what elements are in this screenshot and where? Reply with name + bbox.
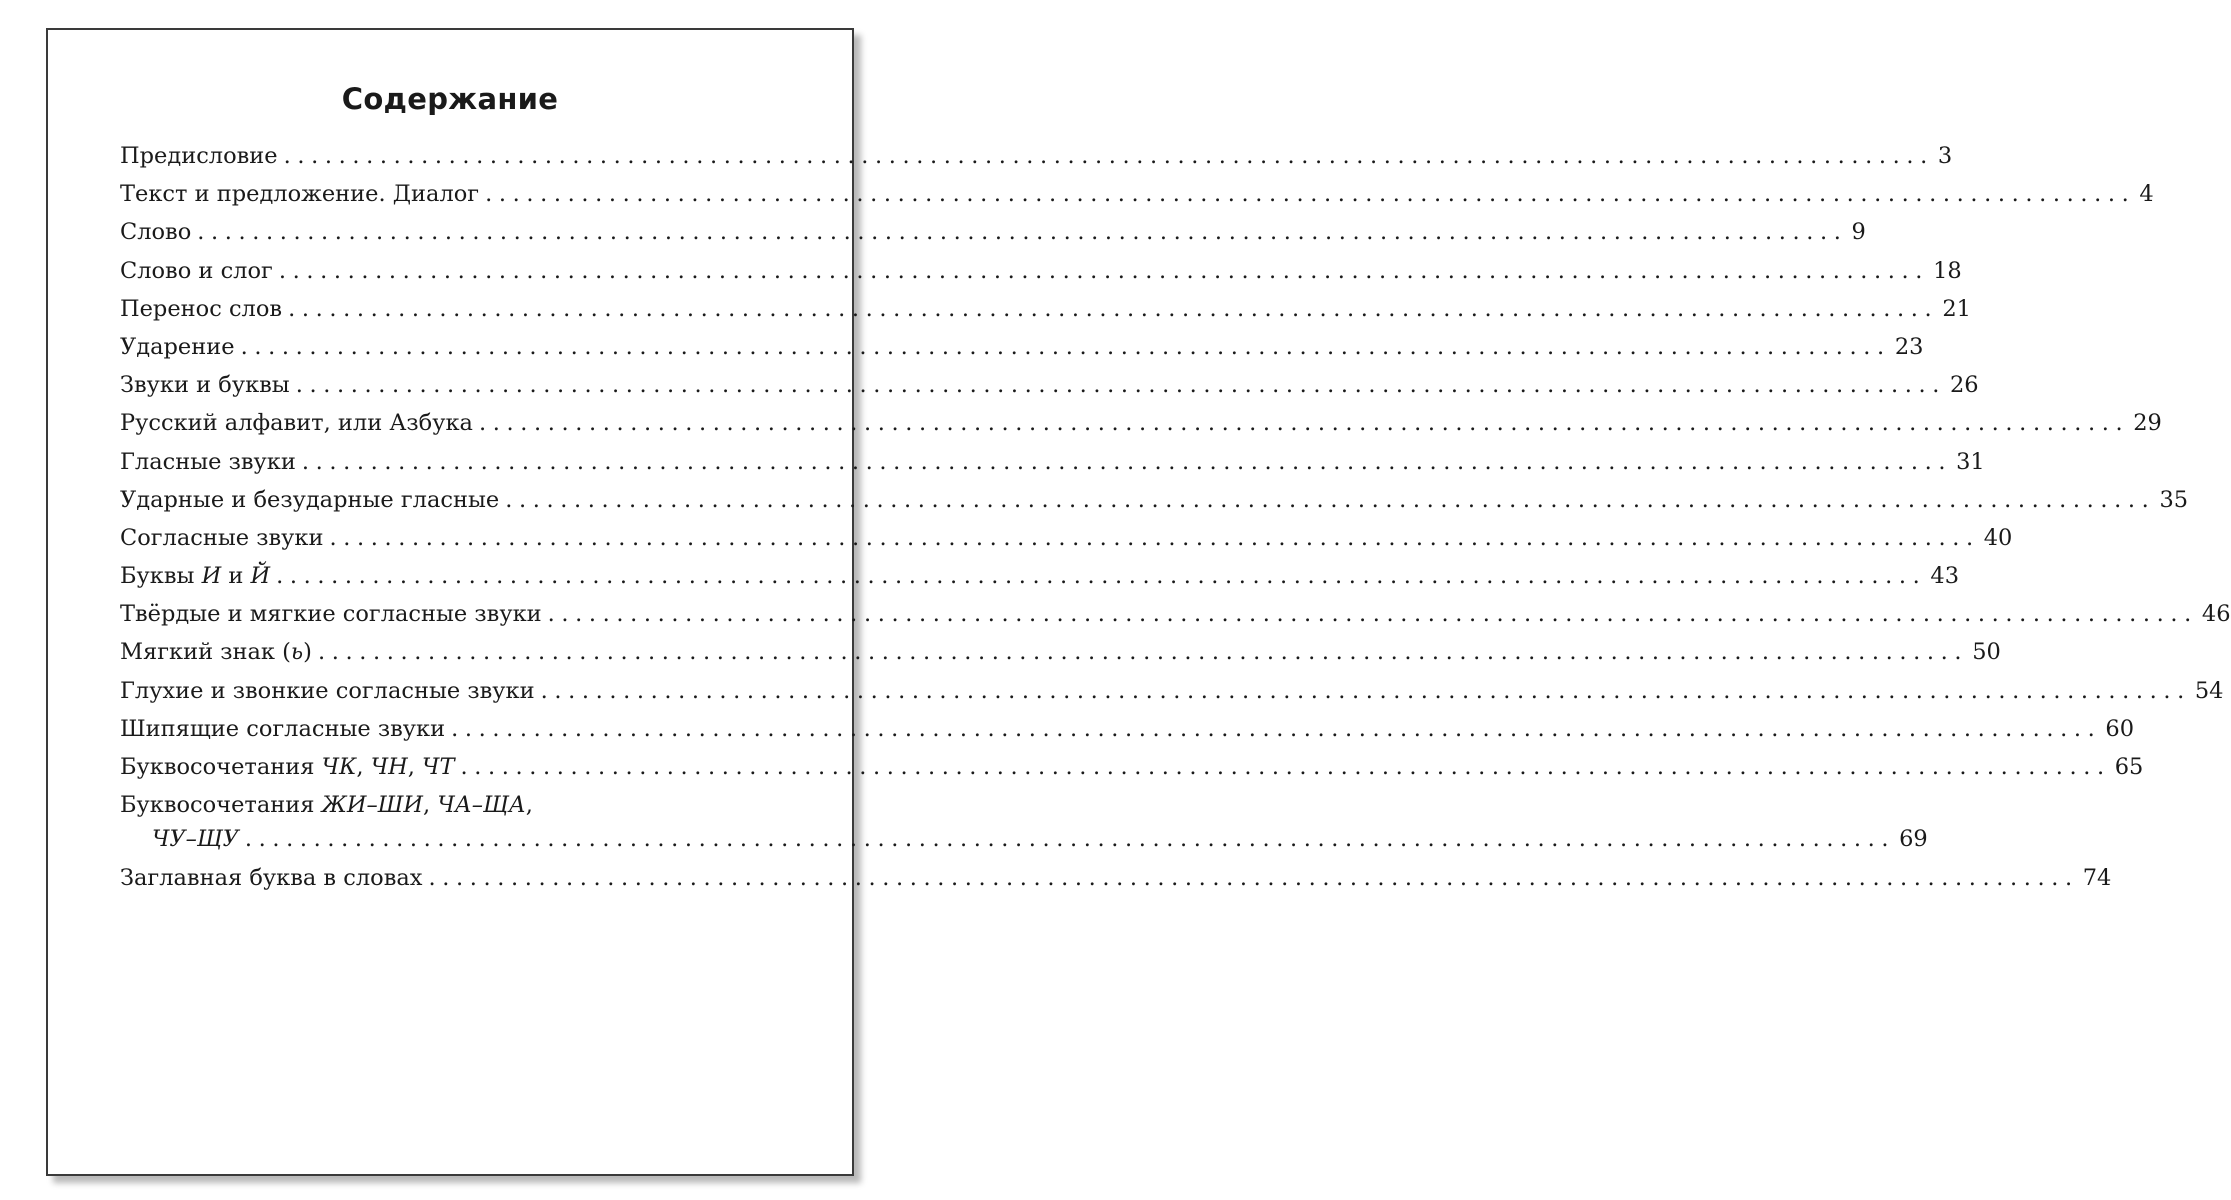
toc-entry[interactable] <box>120 290 1971 328</box>
toc-entry-page: 40 <box>1983 524 2013 551</box>
toc-entry-title: Слово и слог <box>120 257 273 284</box>
toc-entry-page: 29 <box>2133 410 2162 437</box>
toc-entry[interactable] <box>120 404 2162 442</box>
toc-entry-page: 23 <box>1894 333 1924 360</box>
toc-entry[interactable] <box>120 710 2135 748</box>
toc-entry[interactable] <box>120 788 782 822</box>
toc-entry-page: 60 <box>2105 715 2135 742</box>
dot-leader: ........................................................................................................................ <box>485 181 2136 208</box>
dot-leader: ........................................................................................................................ <box>276 563 1927 590</box>
toc-entry-continuation[interactable] <box>120 822 1928 856</box>
toc-entry[interactable] <box>120 481 2189 519</box>
dot-leader: ........................................................................................................................ <box>288 295 1939 322</box>
toc-entry-title-part: Буквосочетания <box>120 754 322 780</box>
toc-entry-page: 69 <box>1899 826 1928 853</box>
toc-entry-title-part: Мягкий знак ( <box>120 639 291 666</box>
toc-entry[interactable] <box>120 175 2154 213</box>
dot-leader: ........................................................................................................................ <box>240 333 1891 360</box>
toc-entry-title: Звуки и буквы <box>120 372 290 399</box>
toc-entry-title: Русский алфавит, или Азбука <box>120 410 473 437</box>
dot-leader: ........................................................................................................................ <box>460 754 2111 780</box>
toc-entry[interactable] <box>120 519 2013 557</box>
dot-leader: ........................................................................................................................ <box>197 219 1848 246</box>
toc-entry[interactable] <box>120 595 2231 633</box>
dot-leader: ........................................................................................................................ <box>295 372 1946 399</box>
toc-entry-title-italic: ЧУ–ЩУ <box>152 826 239 853</box>
toc-entry-page: 54 <box>2194 677 2224 704</box>
toc-entry-title-part: и <box>221 563 251 590</box>
toc-entry-page: 3 <box>1937 143 1953 169</box>
toc-entry-title-italic: ЧК <box>321 754 357 780</box>
toc-entry-page: 43 <box>1930 563 1960 590</box>
toc-entry-title: Текст и предложение. Диалог <box>120 181 480 208</box>
dot-leader: ........................................................................................................................ <box>244 826 1896 853</box>
dot-leader: ........................................................................................................................ <box>540 677 2191 704</box>
dot-leader: ........................................................................................................................ <box>505 486 2156 513</box>
toc-entry-title <box>120 633 312 671</box>
toc-entry-title: Перенос слов <box>120 295 283 322</box>
dot-leader: ........................................................................................................................ <box>329 524 1980 551</box>
toc-entry-title <box>120 557 270 595</box>
toc-entry-title-italic: Й <box>250 563 271 590</box>
document-page <box>46 28 2231 1176</box>
toc-entry[interactable] <box>120 252 1962 290</box>
toc-entry[interactable] <box>120 672 2224 710</box>
toc-entry-title-italic: ЧТ <box>422 754 455 780</box>
toc-entry-title: Заглавная буква в словах <box>120 865 423 892</box>
toc-entry-title: Ударение <box>120 333 235 360</box>
toc-entry[interactable] <box>120 748 2144 786</box>
toc-entry-title-part: Буквосочетания <box>120 792 322 819</box>
toc-entry-title <box>120 788 533 822</box>
toc-entry[interactable] <box>120 366 1979 404</box>
page-title: Содержание <box>341 82 559 116</box>
toc-entry-page: 46 <box>2201 601 2231 628</box>
table-of-contents <box>120 137 2231 897</box>
dot-leader: ........................................................................................................................ <box>428 865 2079 892</box>
toc-entry-page: 4 <box>2139 181 2154 208</box>
toc-entry[interactable] <box>120 328 1924 366</box>
toc-entry-page: 26 <box>1949 372 1979 399</box>
toc-entry-page: 9 <box>1851 219 1866 246</box>
toc-entry-page: 31 <box>1956 448 1985 475</box>
dot-leader: ........................................................................................................................ <box>301 448 1953 475</box>
toc-entry-title-part: , <box>525 792 533 819</box>
toc-entry-title-italic: ЧА–ЩА <box>437 792 526 819</box>
toc-entry-title: Слово <box>120 219 192 246</box>
toc-entry-title-part: , <box>407 754 423 780</box>
toc-entry[interactable] <box>120 443 1985 481</box>
toc-entry-title-italic: ЧН <box>370 754 408 780</box>
toc-entry-title-italic: ь <box>290 639 304 666</box>
toc-entry-title-italic: ЖИ–ШИ <box>321 792 424 819</box>
toc-entry-page: 21 <box>1942 295 1971 322</box>
toc-entry-page: 18 <box>1933 257 1962 284</box>
dot-leader: ........................................................................................................................ <box>283 143 1934 169</box>
toc-entry-page: 35 <box>2159 486 2189 513</box>
dot-leader: ........................................................................................................................ <box>317 639 1969 666</box>
dot-leader: ........................................................................................................................ <box>451 715 2102 742</box>
toc-entry-title-italic: И <box>201 563 222 590</box>
toc-entry-title: Ударные и безударные гласные <box>120 486 500 513</box>
toc-entry-page: 65 <box>2114 754 2144 780</box>
toc-entry-title-part: , <box>423 792 438 819</box>
toc-entry-title: Гласные звуки <box>120 448 296 475</box>
toc-entry[interactable] <box>120 633 2001 671</box>
toc-entry-page: 74 <box>2082 865 2112 892</box>
toc-entry[interactable] <box>120 859 2112 897</box>
toc-entry[interactable] <box>120 213 1866 251</box>
dot-leader: ........................................................................................................................ <box>478 410 2130 437</box>
toc-entry-title: Глухие и звонкие согласные звуки <box>120 677 535 704</box>
toc-entry-title: Шипящие согласные звуки <box>120 715 446 742</box>
toc-entry-title-part: Буквы <box>120 563 202 590</box>
toc-entry-title: Твёрдые и мягкие согласные звуки <box>120 601 542 628</box>
dot-leader: ........................................................................................................................ <box>547 601 2198 628</box>
toc-entry-title: Согласные звуки <box>120 524 324 551</box>
toc-entry-title-part: , <box>356 754 371 780</box>
toc-entry[interactable] <box>120 137 1953 175</box>
toc-entry[interactable] <box>120 557 1960 595</box>
toc-entry-title: Предисловие <box>120 143 278 169</box>
toc-entry-page: 50 <box>1972 639 2001 666</box>
dot-leader: ........................................................................................................................ <box>278 257 1930 284</box>
toc-entry-title <box>120 748 454 786</box>
toc-entry-title-part: ) <box>303 639 312 666</box>
